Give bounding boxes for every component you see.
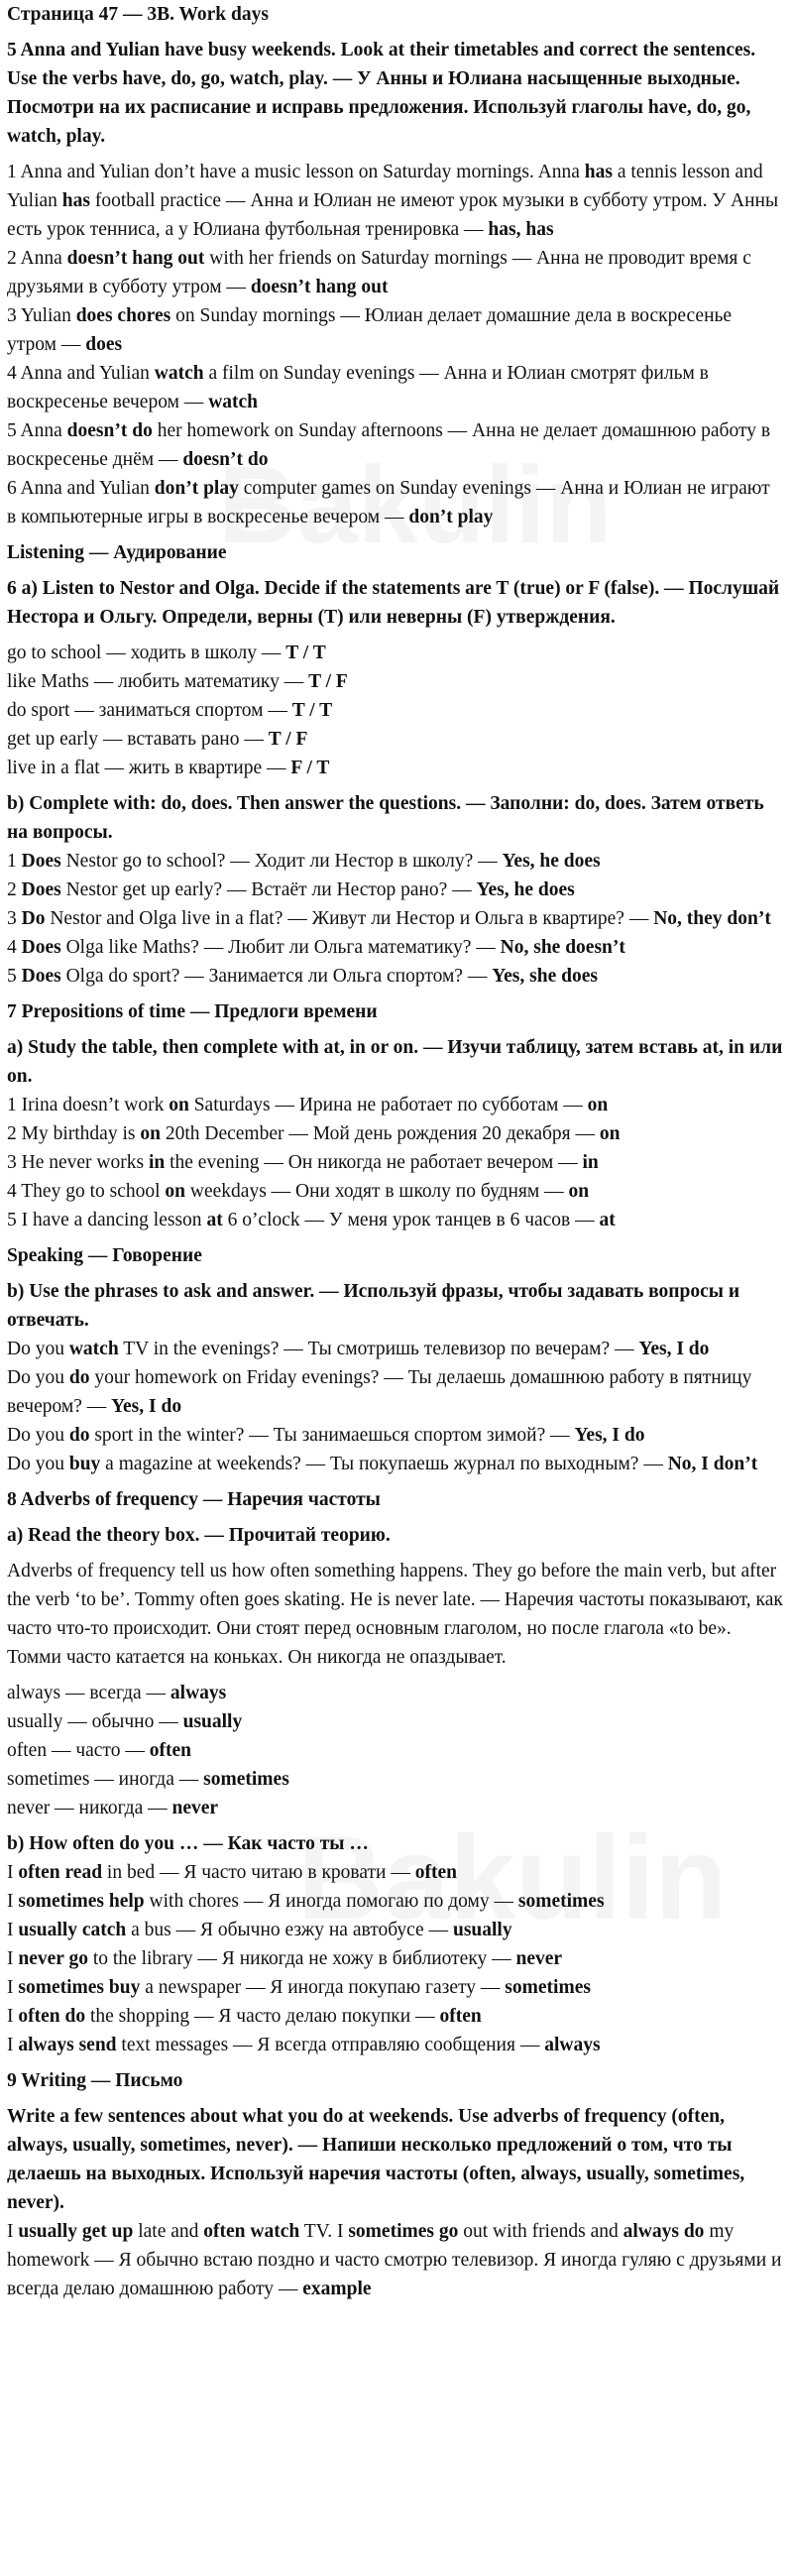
answer-bold: Does xyxy=(21,966,61,987)
answer-text: Nestor get up early? — Встаёт ли Нестор рано? — xyxy=(60,879,477,900)
answer-text: TV. I xyxy=(299,2221,349,2242)
answer-line xyxy=(7,1450,783,1478)
answer-bold: Do xyxy=(21,908,46,929)
answer-bold: often read xyxy=(18,1862,103,1883)
answer-line xyxy=(7,696,783,725)
answer-text: always — всегда — xyxy=(7,1683,170,1703)
ex6b-answers xyxy=(7,847,783,991)
answer-bold: doesn’t do xyxy=(66,420,153,441)
answer-text: 2 My birthday is xyxy=(7,1123,141,1144)
answer-text: 3 Yulian xyxy=(7,305,76,326)
answer-text: a magazine at weekends? — Ты покупаешь журнал по выходным? — xyxy=(100,1454,668,1474)
answer-text: 1 Anna and Yulian don’t have a music lesson on Saturday mornings. Anna xyxy=(7,162,585,182)
answer-bold: often do xyxy=(18,2006,86,2027)
answer-line xyxy=(7,359,783,416)
answer-line xyxy=(7,754,783,782)
answer-line xyxy=(7,725,783,754)
answer-bold: does xyxy=(85,334,123,355)
ex9-task: Write a few sentences about what you do at weekends. Use adverbs of frequency (often, always, usually, sometimes, never). — Напиши несколько предложений о том, что ты делаешь на выходных. Используй наречия частоты (often, always, usually, sometimes, never). xyxy=(7,2106,745,2213)
answer-text: I xyxy=(7,1920,19,1940)
answer-bold: watch xyxy=(68,1339,119,1359)
answer-line xyxy=(7,1177,783,1206)
answer-bold: No, I don’t xyxy=(667,1454,758,1474)
answer-bold: has xyxy=(584,162,613,182)
answer-text: go to school — ходить в школу — xyxy=(7,643,286,663)
answer-text: the evening — Он никогда не работает вечером — xyxy=(165,1152,583,1173)
ex8-heading: 8 Adverbs of frequency — Наречия частоты xyxy=(7,1489,381,1510)
answer-text: football practice — Анна и Юлиан не имеют урок музыки в субботу утром. У Анны есть урок тенниса, а у Юлиана футбольная тренировка — xyxy=(7,190,779,240)
answer-bold: sometimes go xyxy=(348,2221,459,2242)
answer-text: 4 xyxy=(7,937,22,958)
answer-bold: F / T xyxy=(290,758,330,778)
answer-text: 20th December — Мой день рождения 20 декабря — xyxy=(160,1123,600,1144)
answer-bold: usually catch xyxy=(18,1920,127,1940)
answer-line xyxy=(7,2002,783,2031)
answer-line xyxy=(7,639,783,667)
answer-text: I xyxy=(7,1948,19,1969)
answer-text: to the library — Я никогда не хожу в библиотеку — xyxy=(87,1948,516,1969)
answer-line xyxy=(7,1858,783,1887)
listening-heading: Listening — Аудирование xyxy=(7,542,227,563)
answer-bold: sometimes xyxy=(203,1769,289,1790)
ex8a-task: a) Read the theory box. — Прочитай теорию. xyxy=(7,1525,391,1546)
answer-text: Nestor and Olga live in a flat? — Живут ли Нестор и Ольга в квартире? — xyxy=(45,908,654,929)
answer-bold: T / F xyxy=(268,729,308,750)
answer-line xyxy=(7,1944,783,1973)
answer-text: the shopping — Я часто делаю покупки — xyxy=(85,2006,440,2027)
ex7b-task: b) Use the phrases to ask and answer. — Используй фразы, чтобы задавать вопросы и отвечать. xyxy=(7,1281,740,1331)
ex7a-task: a) Study the table, then complete with at, in or on. — Изучи таблицу, затем вставь at, in или on. xyxy=(7,1037,783,1087)
answer-line xyxy=(7,1794,783,1822)
answer-bold: Yes, I do xyxy=(574,1425,645,1446)
answer-text: text messages — Я всегда отправляю сообщения — xyxy=(116,2035,545,2055)
answer-text: 6 o’clock — У меня урок танцев в 6 часов — xyxy=(222,1210,600,1230)
ex6a-task: 6 a) Listen to Nestor and Olga. Decide if the statements are T (true) or F (false). — Послушай Нестора и Ольгу. Определи, верны (T) или неверны (F) утверждения. xyxy=(7,578,780,628)
answer-text: computer games on Sunday evenings — Анна и Юлиан не играют в компьютерные игры в воскресенье вечером — xyxy=(7,478,770,527)
answer-text: a tennis lesson and Yulian xyxy=(7,162,763,211)
document-body xyxy=(7,0,783,2303)
answer-bold: Does xyxy=(21,851,61,872)
answer-text: a newspaper — Я иногда покупаю газету — xyxy=(140,1977,506,1998)
answer-bold: in xyxy=(582,1152,599,1173)
ex5-task: 5 Anna and Yulian have busy weekends. Look at their timetables and correct the sentences. Use the verbs have, do, go, watch, play. — У Анны и Юлиана насыщенные выходные. Посмотри на их расписание и исправь предложения. Используй глаголы have, do, go, watch, play. xyxy=(7,40,756,147)
answer-line xyxy=(7,847,783,876)
answer-bold: No, they don’t xyxy=(653,908,771,929)
answer-bold: usually xyxy=(452,1920,512,1940)
answer-line xyxy=(7,158,783,244)
answer-bold: at xyxy=(599,1210,616,1230)
answer-text: your homework on Friday evenings? — Ты делаешь домашнюю работу в пятницу вечером? — xyxy=(7,1367,752,1417)
answer-text: in bed — Я часто читаю в кровати — xyxy=(102,1862,415,1883)
answer-bold: T / F xyxy=(308,671,348,692)
answer-line xyxy=(7,667,783,696)
answer-line xyxy=(7,474,783,531)
answer-line xyxy=(7,301,783,359)
answer-text: do sport — заниматься спортом — xyxy=(7,700,292,721)
answer-line xyxy=(7,1707,783,1736)
answer-text: 3 xyxy=(7,908,22,929)
answer-bold: watch xyxy=(208,392,259,412)
answer-bold: watch xyxy=(154,363,204,384)
answer-bold: has, has xyxy=(488,219,554,240)
ex5-answers xyxy=(7,158,783,531)
answer-text: I xyxy=(7,2221,19,2242)
answer-text: Saturdays — Ирина не работает по субботам — xyxy=(188,1095,588,1115)
answer-bold: example xyxy=(302,2279,372,2299)
answer-line xyxy=(7,1148,783,1177)
answer-text: 1 xyxy=(7,851,22,872)
answer-bold: doesn’t hang out xyxy=(250,277,389,297)
answer-bold: don’t play xyxy=(154,478,239,499)
answer-bold: T / T xyxy=(291,700,333,721)
answer-line xyxy=(7,1916,783,1944)
answer-bold: Yes, he does xyxy=(502,851,601,872)
answer-text: I xyxy=(7,2035,19,2055)
answer-line xyxy=(7,1335,783,1363)
ex8b-task: b) How often do you … — Как часто ты … xyxy=(7,1833,369,1854)
answer-text: Olga like Maths? — Любит ли Ольга математику? — xyxy=(60,937,501,958)
answer-text: get up early — вставать рано — xyxy=(7,729,269,750)
answer-text: 5 Anna xyxy=(7,420,67,441)
answer-bold: Yes, he does xyxy=(476,879,575,900)
answer-text: usually — обычно — xyxy=(7,1711,183,1732)
answer-bold: No, she doesn’t xyxy=(500,937,625,958)
answer-text: 1 Irina doesn’t work xyxy=(7,1095,170,1115)
answer-text: I xyxy=(7,1977,19,1998)
answer-text: often — часто — xyxy=(7,1740,150,1761)
answer-text: out with friends and xyxy=(458,2221,623,2242)
answer-text: 4 They go to school xyxy=(7,1181,166,1202)
answer-text: her homework on Sunday afternoons — Анна не делает домашнюю работу в воскресенье днём — xyxy=(7,420,771,470)
ex7-heading: 7 Prepositions of time — Предлоги времени xyxy=(7,1001,378,1022)
page-title: Страница 47 — 3B. Work days xyxy=(7,4,269,25)
answer-bold: sometimes help xyxy=(18,1891,145,1912)
ex9-heading: 9 Writing — Письмо xyxy=(7,2070,183,2091)
answer-bold: has xyxy=(61,190,90,211)
answer-bold: often watch xyxy=(203,2221,300,2242)
answer-bold: Yes, I do xyxy=(638,1339,710,1359)
answer-text: 3 He never works xyxy=(7,1152,149,1173)
answer-text: weekdays — Они ходят в школу по будням — xyxy=(185,1181,569,1202)
answer-text: Olga do sport? — Занимается ли Ольга спортом? — xyxy=(60,966,493,987)
answer-text: TV in the evenings? — Ты смотришь телевизор по вечерам? — xyxy=(118,1339,639,1359)
answer-line xyxy=(7,1765,783,1794)
answer-line xyxy=(7,1421,783,1450)
answer-text: my homework — Я обычно встаю поздно и часто смотрю телевизор. Я иногда гуляю с друзьями и всегда делаю домашнюю работу — xyxy=(7,2221,782,2299)
answer-text: with her friends on Saturday mornings — Анна не проводит время с друзьями в субботу утром — xyxy=(7,248,751,297)
answer-bold: always xyxy=(170,1683,227,1703)
answer-bold: doesn’t hang out xyxy=(66,248,205,269)
answer-line xyxy=(7,876,783,904)
answer-text: Do you xyxy=(7,1339,69,1359)
answer-bold: on xyxy=(587,1095,609,1115)
answer-bold: usually xyxy=(182,1711,243,1732)
answer-bold: Does xyxy=(21,879,61,900)
ex7b-answers xyxy=(7,1335,783,1478)
answer-bold: often xyxy=(414,1862,457,1883)
answer-text: on Sunday mornings — Юлиан делает домашние дела в воскресенье утром — xyxy=(7,305,733,355)
answer-bold: does chores xyxy=(75,305,171,326)
answer-bold: sometimes xyxy=(505,1977,591,1998)
answer-text: 6 Anna and Yulian xyxy=(7,478,155,499)
answer-text: Do you xyxy=(7,1367,69,1388)
answer-bold: do xyxy=(68,1425,90,1446)
answer-line xyxy=(7,2217,783,2303)
answer-text: 4 Anna and Yulian xyxy=(7,363,155,384)
answer-text: I xyxy=(7,2006,19,2027)
answer-bold: Does xyxy=(21,937,61,958)
answer-bold: on xyxy=(568,1181,590,1202)
answer-line xyxy=(7,1119,783,1148)
answer-line xyxy=(7,244,783,301)
answer-line xyxy=(7,962,783,991)
answer-bold: never xyxy=(171,1798,219,1818)
answer-bold: don’t play xyxy=(408,507,494,527)
answer-line xyxy=(7,1363,783,1421)
answer-text: 2 xyxy=(7,879,22,900)
answer-line xyxy=(7,2031,783,2059)
answer-text: with chores — Я иногда помогаю по дому — xyxy=(144,1891,518,1912)
answer-text: 5 I have a dancing lesson xyxy=(7,1210,207,1230)
answer-text: live in a flat — жить в квартире — xyxy=(7,758,291,778)
answer-text: sport in the winter? — Ты занимаешься спортом зимой? — xyxy=(89,1425,575,1446)
ex8b-answers xyxy=(7,1858,783,2059)
answer-text: I xyxy=(7,1862,19,1883)
answer-text: Do you xyxy=(7,1425,69,1446)
answer-text: 2 Anna xyxy=(7,248,67,269)
answer-bold: on xyxy=(169,1095,189,1115)
answer-text: never — никогда — xyxy=(7,1798,172,1818)
answer-text: late and xyxy=(133,2221,204,2242)
answer-line xyxy=(7,1206,783,1234)
answer-bold: often xyxy=(149,1740,191,1761)
answer-bold: often xyxy=(439,2006,482,2027)
answer-bold: Yes, I do xyxy=(111,1396,182,1417)
answer-text: 5 xyxy=(7,966,22,987)
answer-line xyxy=(7,1736,783,1765)
answer-bold: never xyxy=(515,1948,563,1969)
answer-bold: do xyxy=(68,1367,90,1388)
theory-box: Adverbs of frequency tell us how often something happens. They go before the main verb, but after the verb ‘to be’. Tommy often goes skating. He is never late. — Наречия частоты показывают, как часто что-то происходит. Они стоят перед основным глаголом, но после глагола «to be». Томми часто катается на коньках. Он никогда не опаздывает. xyxy=(7,1561,783,1668)
ex6a-answers xyxy=(7,639,783,782)
answer-text: Do you xyxy=(7,1454,69,1474)
answer-bold: always xyxy=(544,2035,601,2055)
answer-bold: usually get up xyxy=(18,2221,134,2242)
answer-bold: on xyxy=(599,1123,621,1144)
answer-text: like Maths — любить математику — xyxy=(7,671,309,692)
answer-bold: always send xyxy=(18,2035,117,2055)
answer-line xyxy=(7,416,783,474)
answer-bold: at xyxy=(206,1210,223,1230)
answer-line xyxy=(7,1887,783,1916)
answer-bold: Yes, she does xyxy=(492,966,598,987)
ex9-answers xyxy=(7,2217,783,2303)
answer-line xyxy=(7,1091,783,1119)
answer-bold: in xyxy=(148,1152,166,1173)
ex7a-answers xyxy=(7,1091,783,1234)
answer-bold: buy xyxy=(68,1454,101,1474)
answer-line xyxy=(7,933,783,962)
answer-bold: on xyxy=(140,1123,161,1144)
answer-bold: sometimes xyxy=(517,1891,605,1912)
answer-text: sometimes — иногда — xyxy=(7,1769,204,1790)
answer-bold: doesn’t do xyxy=(182,449,269,470)
answer-text: a film on Sunday evenings — Анна и Юлиан смотрят фильм в воскресенье вечером — xyxy=(7,363,709,412)
answer-bold: never go xyxy=(18,1948,88,1969)
answer-line xyxy=(7,1679,783,1707)
speaking-heading: Speaking — Говорение xyxy=(7,1245,202,1266)
answer-bold: always do xyxy=(623,2221,705,2242)
answer-bold: on xyxy=(165,1181,186,1202)
answer-bold: T / T xyxy=(285,643,326,663)
answer-line xyxy=(7,1973,783,2002)
answer-text: a bus — Я обычно езжу на автобусе — xyxy=(126,1920,453,1940)
answer-text: I xyxy=(7,1891,19,1912)
answer-bold: sometimes buy xyxy=(18,1977,141,1998)
ex8a-list xyxy=(7,1679,783,1822)
answer-text: Nestor go to school? — Ходит ли Нестор в школу? — xyxy=(60,851,503,872)
ex6b-task: b) Complete with: do, does. Then answer the questions. — Заполни: do, does. Затем ответь на вопросы. xyxy=(7,793,764,843)
answer-line xyxy=(7,904,783,933)
